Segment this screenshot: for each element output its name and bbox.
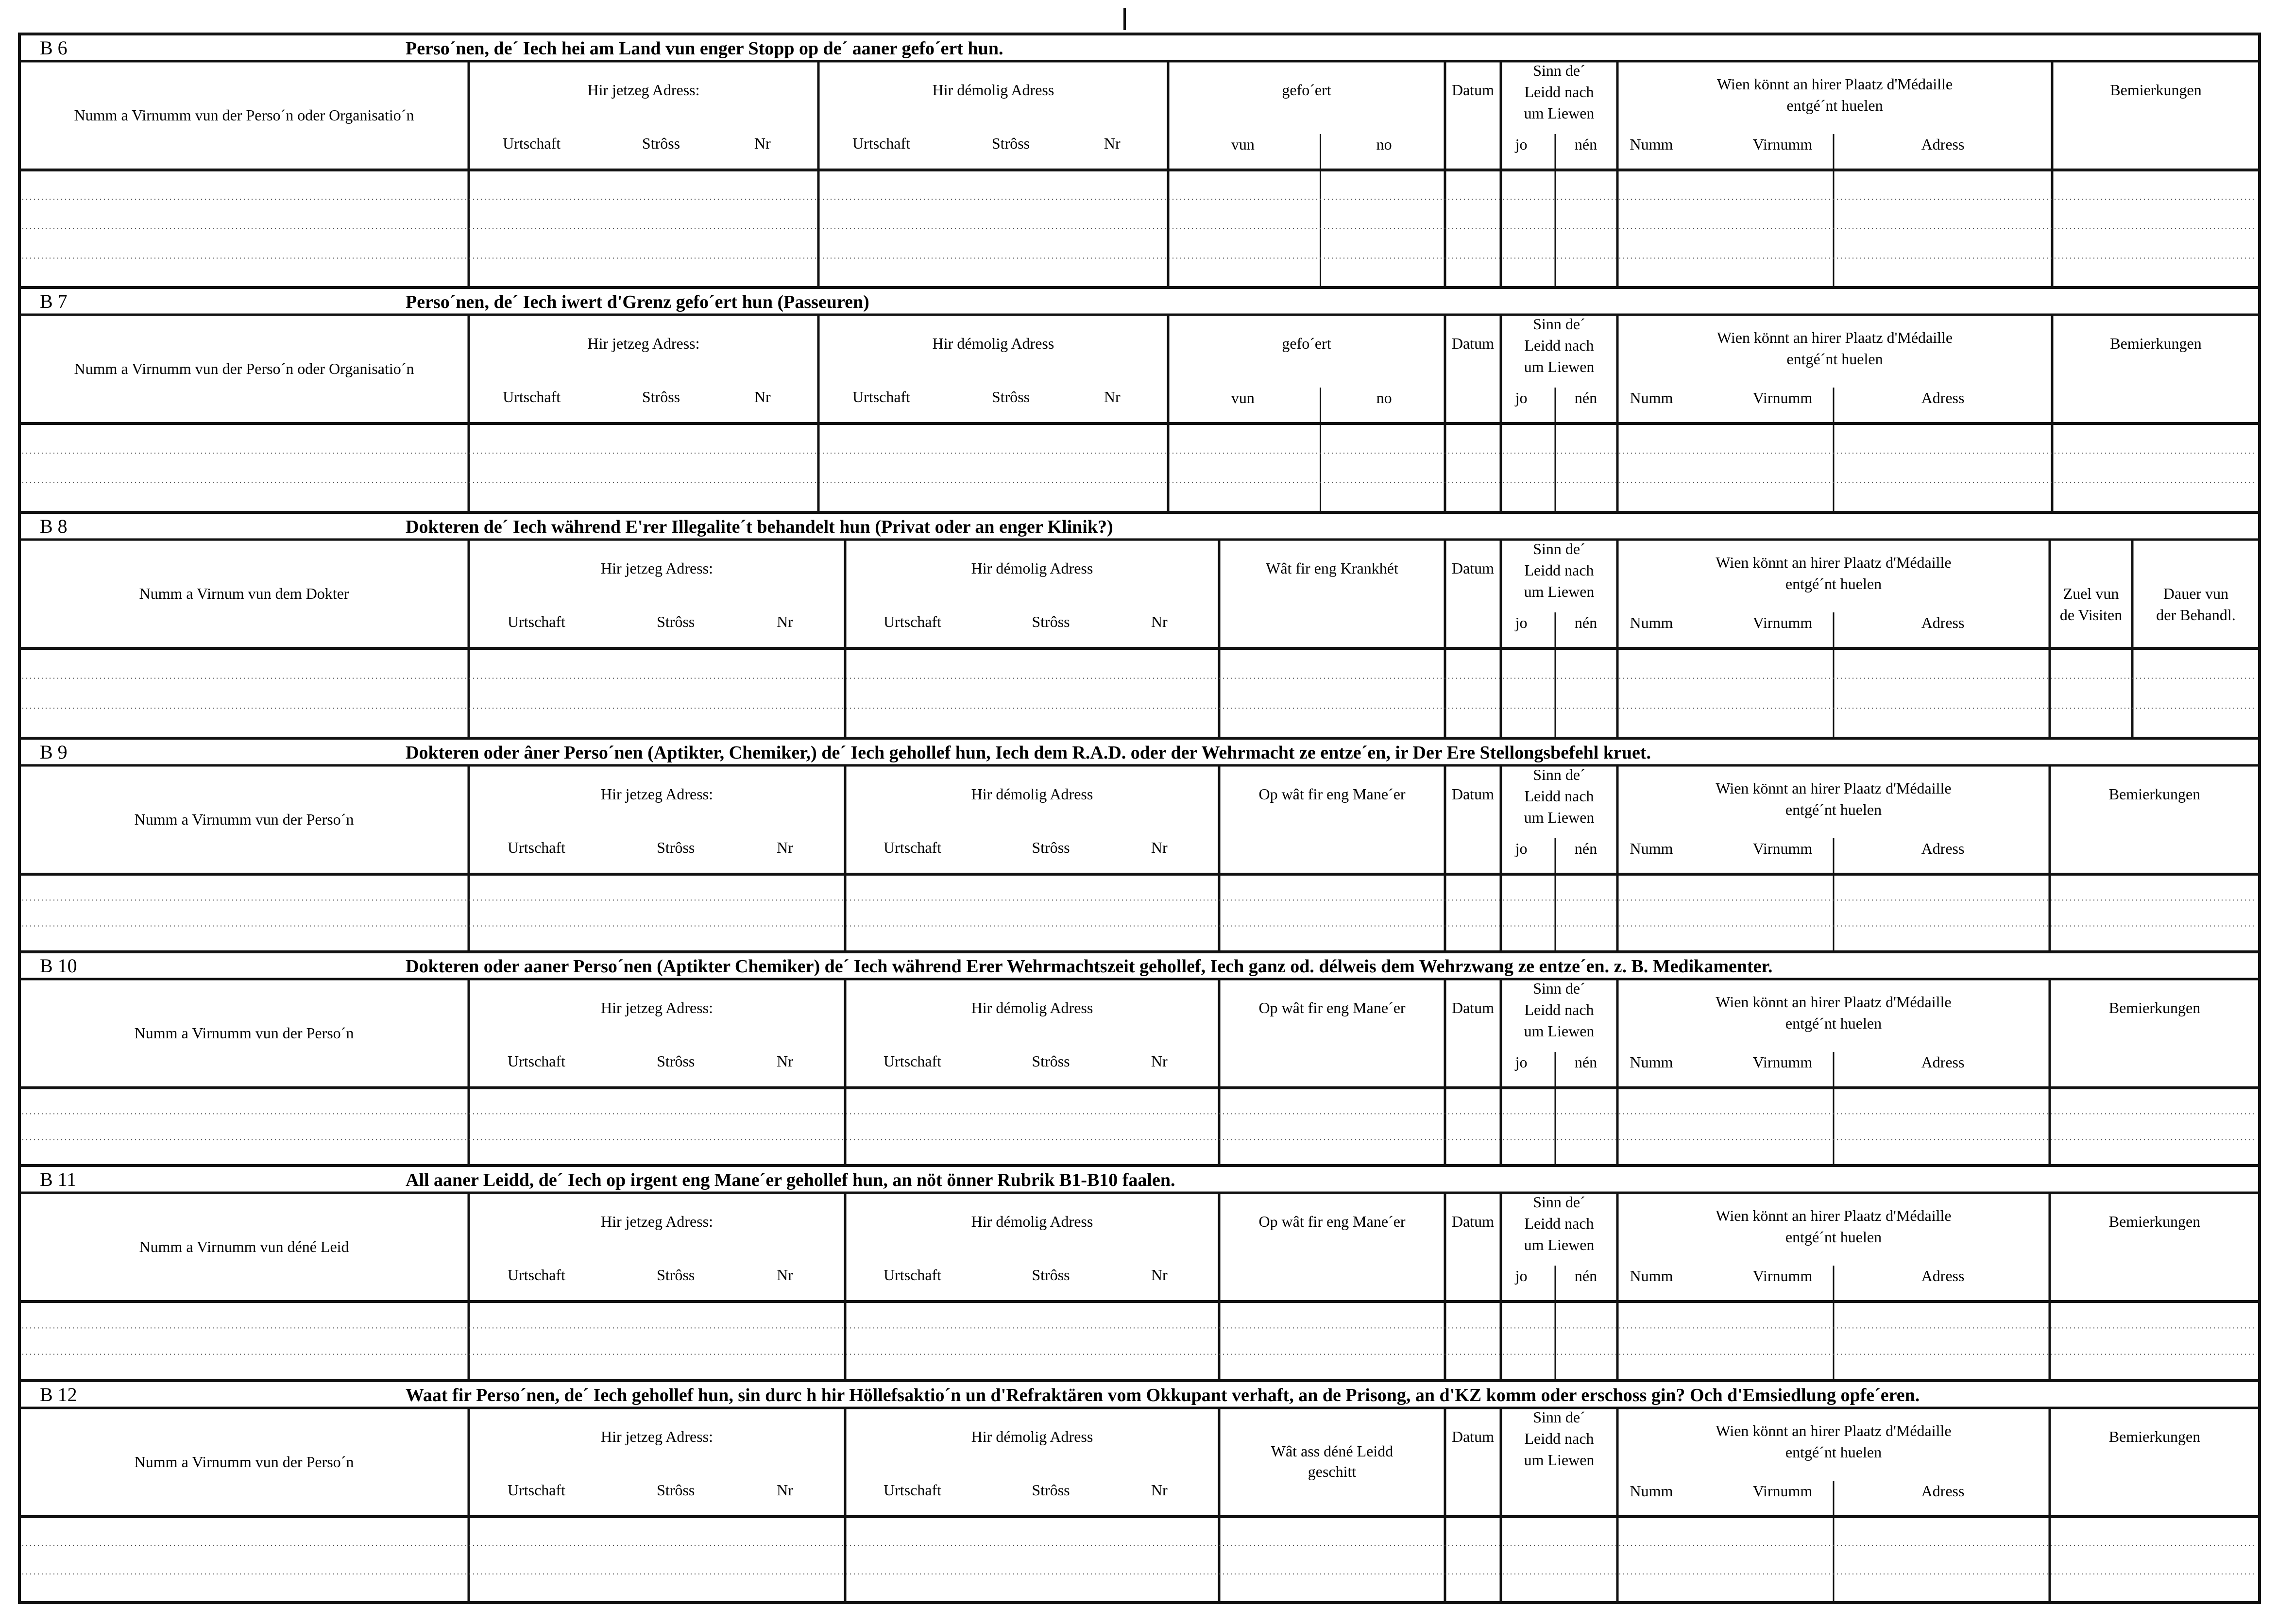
place-label: Urtschaft — [852, 388, 911, 406]
person-column-header: Numm a Virnumm vun déné Leid — [139, 1238, 349, 1255]
medal-header-line: entgé´nt huelen — [1785, 575, 1882, 592]
former-address-header: Hir démolig Adress — [971, 559, 1093, 577]
street-label: Strôss — [657, 839, 695, 856]
section-b8 — [19, 512, 2260, 738]
medal-header-line: entgé´nt huelen — [1785, 1443, 1882, 1461]
place-label: Urtschaft — [507, 1481, 566, 1499]
medal-name-label: Numm — [1630, 1053, 1673, 1071]
former-address-header: Hir démolig Adress — [971, 1428, 1093, 1445]
middle-column-header: Op wât fir eng Mane´er — [1258, 999, 1406, 1016]
suffering-header-line: um Liewen — [1524, 1236, 1595, 1253]
suffering-header-line: Leidd nach — [1524, 1430, 1594, 1447]
former-address-header: Hir démolig Adress — [971, 999, 1093, 1016]
number-label: Nr — [754, 135, 771, 152]
suffering-header-line: um Liewen — [1524, 104, 1595, 122]
medal-firstname-label: Virnumm — [1752, 389, 1813, 406]
place-label: Urtschaft — [503, 135, 561, 152]
date-header: Datum — [1451, 1213, 1495, 1230]
remarks-header: Bemierkungen — [2108, 1428, 2201, 1445]
medal-header-line: entgé´nt huelen — [1786, 350, 1883, 368]
yes-label: jo — [1515, 1267, 1528, 1285]
medal-header-line: Wien könnt an hirer Plaatz d'Médaille — [1716, 1207, 1952, 1224]
street-label: Strôss — [657, 1052, 695, 1070]
remarks-header: Bemierkungen — [2110, 81, 2202, 99]
medal-header-line: entgé´nt huelen — [1786, 97, 1883, 114]
medal-address-label: Adress — [1921, 840, 1965, 857]
street-label: Strôss — [991, 135, 1030, 152]
section-code: B 12 — [40, 1384, 77, 1405]
former-address-header: Hir démolig Adress — [932, 81, 1054, 99]
suffering-header-line: Leidd nach — [1524, 1215, 1594, 1232]
number-label: Nr — [777, 1052, 793, 1070]
medal-firstname-label: Virnumm — [1752, 135, 1813, 153]
number-label: Nr — [1104, 388, 1121, 406]
street-label: Strôss — [1032, 613, 1070, 630]
visits-header-line: Zuel vun — [2063, 585, 2119, 602]
section-title: Perso´nen, de´ Iech iwert d'Grenz gefo´ert hun (Passeuren) — [406, 292, 869, 312]
date-header: Datum — [1451, 81, 1495, 99]
number-label: Nr — [1151, 613, 1168, 630]
yes-label: jo — [1515, 1053, 1528, 1071]
section-b7 — [19, 288, 2260, 512]
section-title: Dokteren de´ Iech während E'rer Illegalite´t behandelt hun (Privat oder an enger Klinik?) — [406, 517, 1113, 537]
place-label: Urtschaft — [507, 1266, 566, 1284]
middle-column-header: Wât fir eng Krankhét — [1266, 559, 1398, 577]
date-header: Datum — [1451, 999, 1495, 1016]
from-label: vun — [1231, 135, 1255, 153]
suffering-header-line: Sinn de´ — [1533, 315, 1585, 333]
yes-label: jo — [1515, 389, 1528, 406]
medal-firstname-label: Virnumm — [1752, 614, 1813, 631]
to-label: no — [1376, 389, 1392, 406]
duration-header-line: Dauer vun — [2163, 585, 2229, 602]
suffering-header-line: um Liewen — [1524, 358, 1595, 375]
medal-address-label: Adress — [1921, 1053, 1965, 1071]
suffering-header-line: Sinn de´ — [1533, 62, 1585, 79]
place-label: Urtschaft — [503, 388, 561, 406]
transport-header: gefo´ert — [1282, 335, 1331, 352]
medal-header-line: entgé´nt huelen — [1785, 1015, 1882, 1032]
visits-header-line: de Visiten — [2059, 606, 2123, 624]
suffering-header-line: Sinn de´ — [1533, 540, 1585, 558]
current-address-header: Hir jetzeg Adress: — [587, 81, 700, 99]
current-address-header: Hir jetzeg Adress: — [600, 559, 714, 577]
former-address-header: Hir démolig Adress — [971, 1213, 1093, 1230]
remarks-header: Bemierkungen — [2108, 999, 2201, 1016]
section-b11 — [19, 1166, 2260, 1381]
place-label: Urtschaft — [884, 1052, 942, 1070]
date-header: Datum — [1451, 1428, 1495, 1445]
number-label: Nr — [1151, 839, 1168, 856]
medal-firstname-label: Virnumm — [1752, 1267, 1813, 1285]
medal-header-line: Wien könnt an hirer Plaatz d'Médaille — [1716, 554, 1952, 571]
no-label: nén — [1574, 840, 1597, 857]
street-label: Strôss — [1032, 1052, 1070, 1070]
person-column-header: Numm a Virnum vun dem Dokter — [139, 585, 349, 602]
no-label: nén — [1574, 614, 1597, 631]
street-label: Strôss — [657, 1481, 695, 1499]
place-label: Urtschaft — [507, 1052, 566, 1070]
place-label: Urtschaft — [884, 1266, 942, 1284]
medal-address-label: Adress — [1921, 1267, 1965, 1285]
suffering-header-line: Leidd nach — [1524, 337, 1594, 354]
street-label: Strôss — [1032, 1481, 1070, 1499]
to-label: no — [1376, 135, 1392, 153]
number-label: Nr — [1151, 1481, 1168, 1499]
from-label: vun — [1231, 389, 1255, 406]
person-column-header: Numm a Virnumm vun der Perso´n — [134, 1024, 354, 1042]
medal-firstname-label: Virnumm — [1752, 840, 1813, 857]
duration-header-line: der Behandl. — [2156, 606, 2236, 624]
number-label: Nr — [1151, 1266, 1168, 1284]
person-column-header: Numm a Virnumm vun der Perso´n — [134, 811, 354, 828]
street-label: Strôss — [1032, 839, 1070, 856]
medal-name-label: Numm — [1630, 1267, 1673, 1285]
current-address-header: Hir jetzeg Adress: — [600, 1428, 714, 1445]
section-b10 — [19, 952, 2260, 1166]
date-header: Datum — [1451, 559, 1495, 577]
section-b6 — [19, 37, 2260, 288]
section-code: B 6 — [40, 37, 68, 59]
number-label: Nr — [777, 1481, 793, 1499]
yes-label: jo — [1515, 840, 1528, 857]
middle-column-header: Op wât fir eng Mane´er — [1258, 1213, 1406, 1230]
number-label: Nr — [777, 1266, 793, 1284]
middle-column-header: Wât ass déné Leidd — [1271, 1442, 1393, 1460]
transport-header: gefo´ert — [1282, 81, 1331, 99]
medal-name-label: Numm — [1630, 389, 1673, 406]
suffering-header-line: um Liewen — [1524, 1022, 1595, 1040]
suffering-header-line: um Liewen — [1524, 809, 1595, 826]
section-code: B 8 — [40, 515, 68, 537]
place-label: Urtschaft — [884, 1481, 942, 1499]
no-label: nén — [1574, 1053, 1597, 1071]
medal-header-line: entgé´nt huelen — [1785, 801, 1882, 818]
suffering-header-line: Leidd nach — [1524, 1001, 1594, 1018]
remarks-header: Bemierkungen — [2108, 785, 2201, 803]
current-address-header: Hir jetzeg Adress: — [600, 999, 714, 1016]
suffering-header-line: Leidd nach — [1524, 561, 1594, 579]
suffering-header-line: um Liewen — [1524, 1451, 1595, 1469]
form-frame — [19, 34, 2260, 1603]
no-label: nén — [1574, 1267, 1597, 1285]
current-address-header: Hir jetzeg Adress: — [600, 785, 714, 803]
middle-column-header-line2: geschitt — [1308, 1463, 1357, 1480]
person-column-header: Numm a Virnumm vun der Perso´n oder Organisatio´n — [74, 106, 414, 124]
remarks-header: Bemierkungen — [2110, 335, 2202, 352]
date-header: Datum — [1451, 335, 1495, 352]
street-label: Strôss — [991, 388, 1030, 406]
medal-name-label: Numm — [1630, 840, 1673, 857]
section-title: Waat fir Perso´nen, de´ Iech gehollef hun, sin durc h hir Höllefsaktio´n un d'Refraktären vom Okkupant verhaft, an de Prisong, an d'KZ komm oder erschoss gin? Och d'Emsiedlung opfe´eren. — [406, 1385, 1920, 1405]
former-address-header: Hir démolig Adress — [932, 335, 1054, 352]
suffering-header-line: Leidd nach — [1524, 787, 1594, 805]
place-label: Urtschaft — [507, 839, 566, 856]
medal-name-label: Numm — [1630, 1482, 1673, 1500]
current-address-header: Hir jetzeg Adress: — [600, 1213, 714, 1230]
street-label: Strôss — [657, 1266, 695, 1284]
section-code: B 10 — [40, 955, 77, 977]
street-label: Strôss — [642, 388, 680, 406]
section-title: All aaner Leidd, de´ Iech op irgent eng Mane´er gehollef hun, an nöt önner Rubrik B1-B10 faalen. — [406, 1170, 1175, 1190]
section-title: Perso´nen, de´ Iech hei am Land vun enger Stopp op de´ aaner gefo´ert hun. — [406, 38, 1003, 59]
medal-address-label: Adress — [1921, 1482, 1965, 1500]
number-label: Nr — [754, 388, 771, 406]
section-title: Dokteren oder âner Perso´nen (Aptikter, Chemiker,) de´ Iech gehollef hun, Iech dem R.A.D. oder der Wehrmacht ze entze´en, ir Der Ere Stellongsbefehl kruet. — [406, 743, 1651, 763]
medal-header-line: Wien könnt an hirer Plaatz d'Médaille — [1716, 329, 1953, 346]
medal-header-line: Wien könnt an hirer Plaatz d'Médaille — [1716, 779, 1952, 797]
street-label: Strôss — [657, 613, 695, 630]
number-label: Nr — [1151, 1052, 1168, 1070]
medal-header-line: entgé´nt huelen — [1785, 1228, 1882, 1246]
section-title: Dokteren oder aaner Perso´nen (Aptikter Chemiker) de´ Iech während Erer Wehrmachtszeit gehollef, Iech ganz od. délweis dem Wehrzwang ze entze´en. z. B. Medikamenter. — [406, 956, 1773, 977]
middle-column-header: Op wât fir eng Mane´er — [1258, 785, 1406, 803]
medal-header-line: Wien könnt an hirer Plaatz d'Médaille — [1716, 993, 1952, 1011]
medal-address-label: Adress — [1921, 135, 1965, 153]
suffering-header-line: Sinn de´ — [1533, 980, 1585, 997]
street-label: Strôss — [642, 135, 680, 152]
remarks-header: Bemierkungen — [2108, 1213, 2201, 1230]
suffering-header-line: Leidd nach — [1524, 83, 1594, 101]
yes-label: jo — [1515, 614, 1528, 631]
person-column-header: Numm a Virnumm vun der Perso´n — [134, 1453, 354, 1471]
number-label: Nr — [777, 613, 793, 630]
person-column-header: Numm a Virnumm vun der Perso´n oder Organisatio´n — [74, 360, 414, 377]
place-label: Urtschaft — [884, 839, 942, 856]
place-label: Urtschaft — [507, 613, 566, 630]
no-label: nén — [1574, 135, 1597, 153]
section-code: B 9 — [40, 741, 68, 763]
medal-name-label: Numm — [1630, 614, 1673, 631]
number-label: Nr — [777, 839, 793, 856]
yes-label: jo — [1515, 135, 1528, 153]
number-label: Nr — [1104, 135, 1121, 152]
section-code: B 11 — [40, 1168, 77, 1190]
section-code: B 7 — [40, 290, 68, 312]
no-label: nén — [1574, 389, 1597, 406]
street-label: Strôss — [1032, 1266, 1070, 1284]
medal-name-label: Numm — [1630, 135, 1673, 153]
date-header: Datum — [1451, 785, 1495, 803]
former-address-header: Hir démolig Adress — [971, 785, 1093, 803]
medal-firstname-label: Virnumm — [1752, 1482, 1813, 1500]
current-address-header: Hir jetzeg Adress: — [587, 335, 700, 352]
medal-address-label: Adress — [1921, 389, 1965, 406]
medal-firstname-label: Virnumm — [1752, 1053, 1813, 1071]
section-b12 — [19, 1381, 2260, 1603]
place-label: Urtschaft — [884, 613, 942, 630]
place-label: Urtschaft — [852, 135, 911, 152]
suffering-header-line: Sinn de´ — [1533, 1193, 1585, 1211]
suffering-header-line: um Liewen — [1524, 583, 1595, 600]
suffering-header-line: Sinn de´ — [1533, 766, 1585, 783]
section-b9 — [19, 738, 2260, 952]
medal-address-label: Adress — [1921, 614, 1965, 631]
medal-header-line: Wien könnt an hirer Plaatz d'Médaille — [1716, 1422, 1952, 1439]
medal-header-line: Wien könnt an hirer Plaatz d'Médaille — [1716, 75, 1953, 93]
suffering-header-line: Sinn de´ — [1533, 1408, 1585, 1426]
